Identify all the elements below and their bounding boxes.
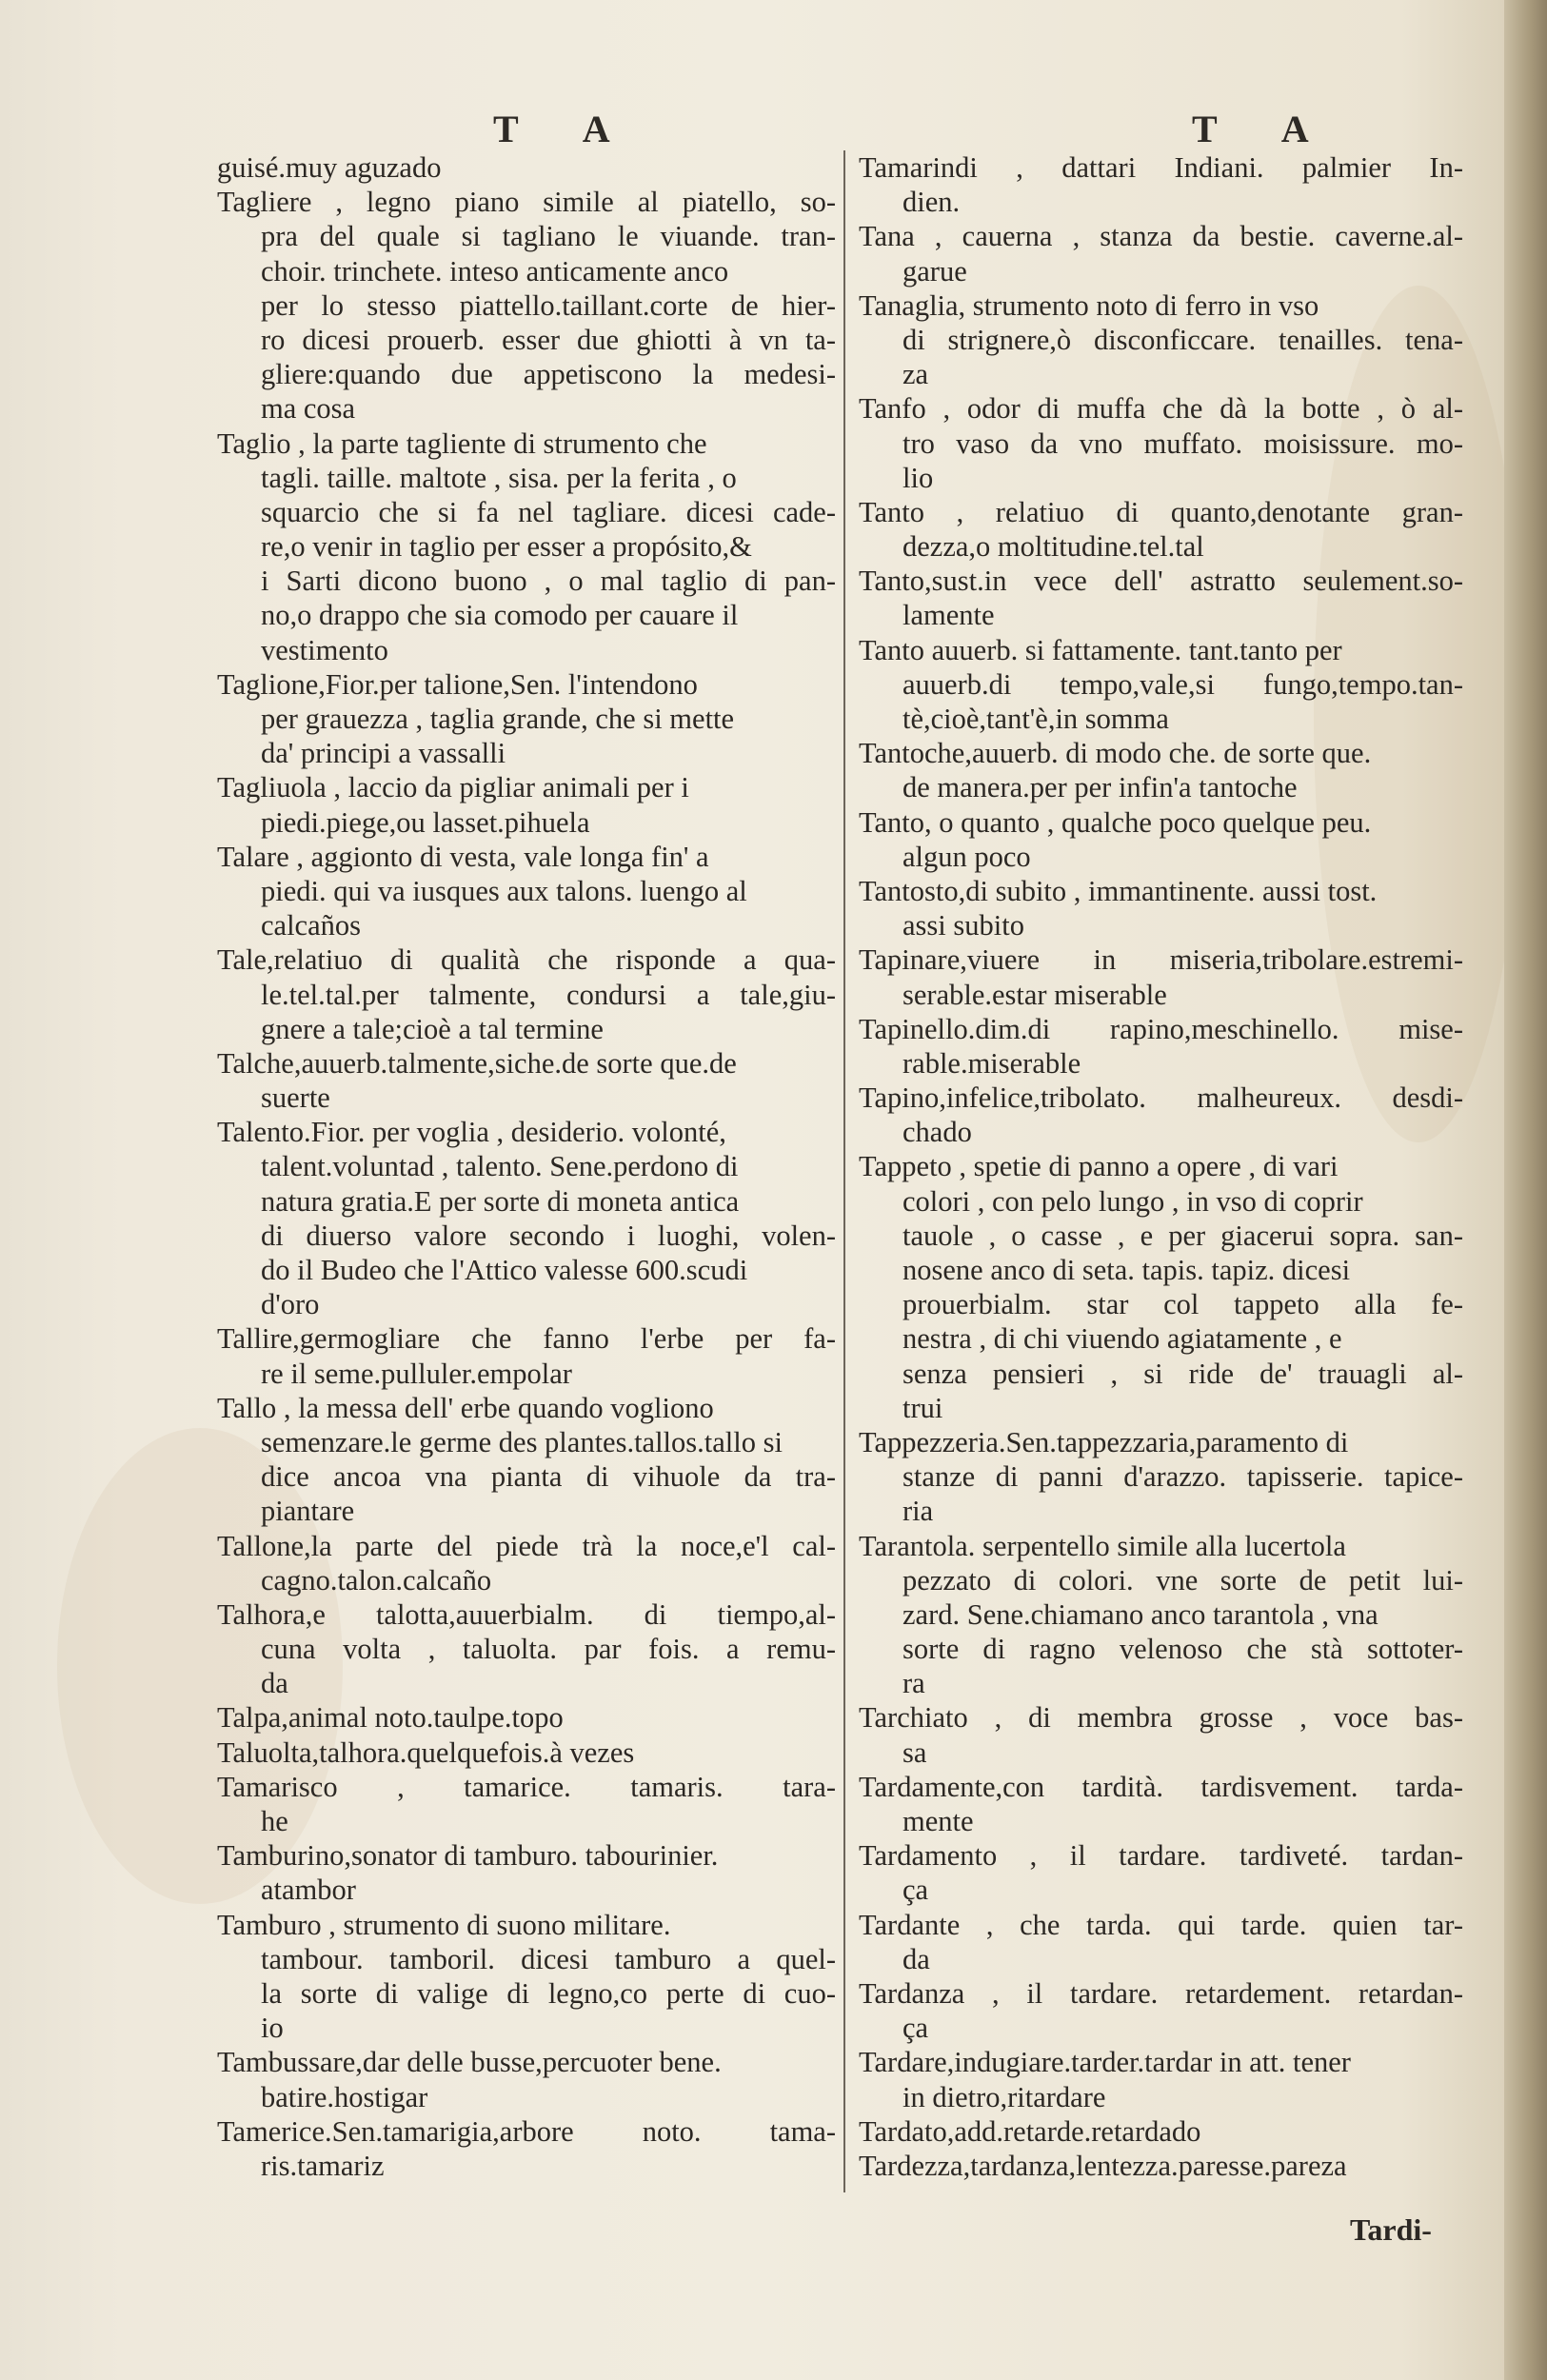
dictionary-line: Tanto auuerb. si fattamente. tant.tanto per	[859, 633, 1342, 666]
dictionary-line: algun poco	[902, 840, 1031, 873]
dictionary-line: Talento.Fior. per voglia , desiderio. volonté,	[217, 1116, 726, 1149]
dictionary-line: Tantoche,auuerb. di modo che. de sorte que.	[859, 737, 1372, 770]
dictionary-line: Tappezzeria.Sen.tappezzaria,paramento di	[859, 1425, 1349, 1458]
dictionary-line: tè,cioè,tant'è,in somma	[902, 703, 1169, 735]
dictionary-line: serable.estar miserable	[902, 978, 1167, 1011]
dictionary-line: da	[902, 1942, 930, 1975]
dictionary-line: mente	[902, 1805, 974, 1837]
dictionary-line: vestimento	[261, 633, 388, 666]
dictionary-line: piedi. qui va iusques aux talons. luengo al	[261, 874, 747, 907]
dictionary-line: squarcio che si fa nel tagliare. dicesi cade-	[261, 495, 836, 528]
dictionary-line: per grauezza , taglia grande, che si mette	[261, 703, 735, 735]
dictionary-line: Tamarindi , dattari Indiani. palmier In-	[859, 151, 1463, 184]
dictionary-line: Tardato,add.retarde.retardado	[859, 2114, 1201, 2148]
dictionary-line: dice ancoa vna pianta di vihuole da tra-	[261, 1460, 836, 1494]
dictionary-line: nestra , di chi viuendo agiatamente , e	[902, 1322, 1342, 1356]
right-column	[859, 150, 1463, 2183]
dictionary-line: Tardante , che tarda. qui tarde. quien tar-	[859, 1908, 1463, 1941]
dictionary-line: Tanto,sust.in vece dell' astratto seulement.so-	[859, 565, 1463, 598]
dictionary-line: in dietro,ritardare	[902, 2080, 1106, 2113]
dictionary-line: di strignere,ò disconficcare. tenailles. tena-	[902, 323, 1463, 356]
dictionary-line: i Sarti dicono buono , o mal taglio di pan-	[261, 565, 836, 598]
dictionary-line: guisé.muy aguzado	[217, 151, 442, 184]
dictionary-line: gliere:quando due appetiscono la medesi-	[261, 358, 836, 391]
dictionary-line: ça	[902, 2012, 929, 2045]
dictionary-line: Tardanza , il tardare. retardement. retardan-	[859, 1976, 1463, 2010]
dictionary-line: ra	[902, 1667, 925, 1700]
dictionary-line: de manera.per per infin'a tantoche	[902, 771, 1298, 804]
dictionary-line: lio	[902, 461, 934, 494]
dictionary-line: Tapinare,viuere in miseria,tribolare.estremi-	[859, 943, 1463, 977]
running-head-right: T A	[1192, 108, 1338, 150]
dictionary-line: Tale,relatiuo di qualità che risponde a qua-	[217, 943, 836, 977]
dictionary-line: senza pensieri , si ride de' trauagli al-	[902, 1357, 1463, 1390]
dictionary-line: sa	[902, 1735, 927, 1769]
dictionary-line: Tambussare,dar delle busse,percuoter bene.	[217, 2046, 722, 2079]
dictionary-line: Tagliuola , laccio da pigliar animali per i	[217, 771, 689, 804]
dictionary-line: Tarantola. serpentello simile alla lucertola	[859, 1529, 1346, 1562]
dictionary-line: Tappeto , spetie di panno a opere , di vari	[859, 1150, 1339, 1183]
dictionary-line: di diuerso valore secondo i luoghi, volen-	[261, 1219, 836, 1252]
dictionary-line: Tamburo , strumento di suono militare.	[217, 1908, 671, 1941]
dictionary-line: Taluolta,talhora.quelquefois.à vezes	[217, 1735, 635, 1769]
dictionary-line: auuerb.di tempo,vale,si fungo,tempo.tan-	[902, 667, 1463, 701]
dictionary-line: Taglione,Fior.per talione,Sen. l'intendono	[217, 667, 698, 701]
dictionary-line: Tallo , la messa dell' erbe quando vogliono	[217, 1391, 714, 1424]
dictionary-line: re il seme.pulluler.empolar	[261, 1357, 572, 1390]
dictionary-line: semenzare.le germe des plantes.tallos.tallo si	[261, 1425, 783, 1458]
dictionary-line: Talare , aggionto di vesta, vale longa fin' a	[217, 840, 709, 873]
dictionary-line: tro vaso da vno muffato. moisissure. mo-	[902, 426, 1463, 460]
dictionary-line: Tapino,infelice,tribolato. malheureux. desdi-	[859, 1081, 1463, 1115]
dictionary-line: gnere a tale;cioè a tal termine	[261, 1012, 604, 1045]
dictionary-line: chado	[902, 1116, 972, 1149]
running-head-left: T A	[493, 108, 639, 150]
dictionary-line: Tardamente,con tardità. tardisvement. tarda-	[859, 1770, 1463, 1803]
dictionary-line: dezza,o moltitudine.tel.tal	[902, 530, 1204, 564]
page-edge	[1504, 0, 1547, 2380]
dictionary-line: Tamarisco , tamarice. tamaris. tara-	[217, 1770, 836, 1803]
dictionary-line: Talpa,animal noto.taulpe.topo	[217, 1701, 564, 1735]
dictionary-line: pezzato di colori. vne sorte de petit lui-	[902, 1563, 1463, 1597]
dictionary-line: Tallone,la parte del piede trà la noce,e'l cal-	[217, 1529, 836, 1562]
dictionary-line: cuna volta , taluolta. par fois. a remu-	[261, 1633, 836, 1666]
dictionary-line: d'oro	[261, 1288, 320, 1321]
dictionary-line: ma cosa	[261, 392, 356, 426]
dictionary-line: piantare	[261, 1495, 355, 1528]
dictionary-line: suerte	[261, 1081, 330, 1115]
dictionary-line: natura gratia.E per sorte di moneta antica	[261, 1184, 740, 1218]
dictionary-line: re,o venir in taglio per esser a propósito,&	[261, 530, 752, 564]
dictionary-line: Tallire,germogliare che fanno l'erbe per fa-	[217, 1322, 836, 1356]
dictionary-line: zard. Sene.chiamano anco tarantola , vna	[902, 1597, 1378, 1631]
dictionary-line: no,o drappo che sia comodo per cauare il	[261, 599, 739, 632]
dictionary-line: Tana , cauerna , stanza da bestie. caverne.al-	[859, 220, 1463, 253]
dictionary-line: la sorte di valige di legno,co perte di cuo-	[261, 1976, 836, 2010]
dictionary-line: dien.	[902, 186, 961, 219]
dictionary-line: tauole , o casse , e per giacerui sopra. san-	[902, 1219, 1463, 1252]
dictionary-line: Tapinello.dim.di rapino,meschinello. mise-	[859, 1012, 1463, 1045]
dictionary-line: Tanaglia, strumento noto di ferro in vso	[859, 288, 1319, 322]
dictionary-line: le.tel.tal.per talmente, condursi a tale,giu-	[261, 978, 836, 1011]
dictionary-line: trui	[902, 1391, 943, 1424]
dictionary-line: Tantosto,di subito , immantinente. aussi tost.	[859, 874, 1378, 907]
dictionary-line: ris.tamariz	[261, 2149, 385, 2182]
dictionary-line: per lo stesso piattello.taillant.corte de hier-	[261, 288, 836, 322]
dictionary-line: colori , con pelo lungo , in vso di coprir	[902, 1184, 1363, 1218]
dictionary-line: Tardezza,tardanza,lentezza.paresse.pareza	[859, 2149, 1347, 2182]
catchword: Tardi-	[1350, 2212, 1432, 2247]
dictionary-line: ria	[902, 1495, 934, 1528]
dictionary-line: calcaños	[261, 909, 361, 942]
dictionary-line: Taglio , la parte tagliente di strumento che	[217, 426, 707, 460]
dictionary-line: garue	[902, 254, 967, 288]
dictionary-line: Tanfo , odor di muffa che dà la botte , ò al-	[859, 392, 1463, 426]
dictionary-line: lamente	[902, 599, 995, 632]
dictionary-line: Tanto , relatiuo di quanto,denotante gran-	[859, 495, 1463, 528]
dictionary-line: tambour. tamboril. dicesi tamburo a quel-	[261, 1942, 836, 1975]
column-rule	[843, 150, 845, 2192]
dictionary-line: do il Budeo che l'Attico valesse 600.scudi	[261, 1254, 748, 1286]
dictionary-line: io	[261, 2012, 284, 2045]
dictionary-line: Tagliere , legno piano simile al piatello, so-	[217, 186, 836, 219]
dictionary-line: tagli. taille. maltote , sisa. per la ferita , o	[261, 461, 737, 494]
dictionary-line: pra del quale si tagliano le viuande. tran-	[261, 220, 836, 253]
dictionary-line: sorte di ragno velenoso che stà sottoter-	[902, 1633, 1463, 1666]
dictionary-line: Tardamento , il tardare. tardiveté. tardan-	[859, 1839, 1463, 1873]
dictionary-line: Tardare,indugiare.tarder.tardar in att. tener	[859, 2046, 1351, 2079]
dictionary-line: stanze di panni d'arazzo. tapisserie. tapice-	[902, 1460, 1463, 1494]
dictionary-line: he	[261, 1805, 288, 1837]
dictionary-line: Tarchiato , di membra grosse , voce bas-	[859, 1701, 1463, 1735]
dictionary-line: za	[902, 358, 929, 391]
dictionary-line: Talche,auuerb.talmente,siche.de sorte que.de	[217, 1046, 737, 1080]
dictionary-line: da	[261, 1667, 288, 1700]
left-column	[217, 150, 836, 2183]
dictionary-line: atambor	[261, 1874, 356, 1907]
dictionary-line: Tamburino,sonator di tamburo. tabourinier.	[217, 1839, 719, 1873]
dictionary-line: da' principi a vassalli	[261, 737, 506, 770]
dictionary-line: choir. trinchete. inteso anticamente anco	[261, 254, 729, 288]
dictionary-line: talent.voluntad , talento. Sene.perdono di	[261, 1150, 739, 1183]
dictionary-line: rable.miserable	[902, 1046, 1081, 1080]
dictionary-line: Talhora,e talotta,auuerbialm. di tiempo,al-	[217, 1597, 836, 1631]
dictionary-line: nosene anco di seta. tapis. tapiz. dicesi	[902, 1254, 1351, 1286]
dictionary-line: piedi.piege,ou lasset.pihuela	[261, 805, 590, 839]
dictionary-line: batire.hostigar	[261, 2080, 428, 2113]
dictionary-line: assi subito	[902, 909, 1024, 942]
dictionary-line: ça	[902, 1874, 929, 1907]
dictionary-line: Tamerice.Sen.tamarigia,arbore noto. tama-	[217, 2114, 836, 2148]
dictionary-line: ro dicesi prouerb. esser due ghiotti à vn ta-	[261, 323, 836, 356]
dictionary-line: cagno.talon.calcaño	[261, 1563, 492, 1597]
dictionary-line: prouerbialm. star col tappeto alla fe-	[902, 1288, 1463, 1321]
dictionary-line: Tanto, o quanto , qualche poco quelque peu.	[859, 805, 1372, 839]
